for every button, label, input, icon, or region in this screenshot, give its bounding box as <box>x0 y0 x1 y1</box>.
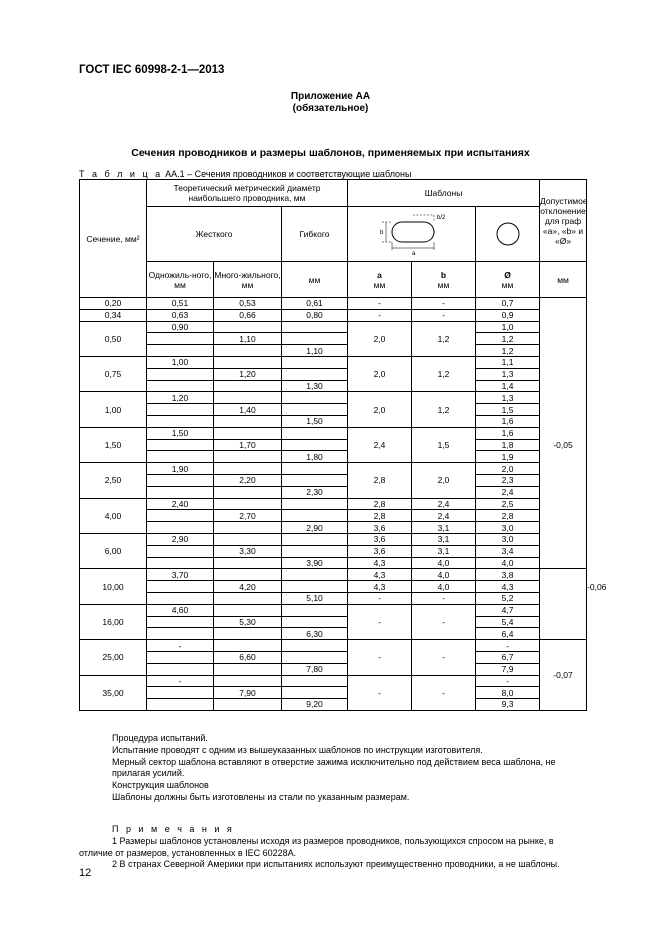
tolerance-group-3: -0,07 <box>540 640 587 711</box>
note-item: 1 Размеры шаблонов установлены исходя из размеров проводников, пользующихся спросом на рынке, в отличие от размеров, установленных в IEC 60228A. <box>79 835 554 858</box>
table-cell: 0,66 <box>214 309 282 321</box>
table-cell: 0,63 <box>147 309 214 321</box>
table-cell: - <box>412 640 476 675</box>
table-cell-empty <box>147 522 214 534</box>
header-flexible: Гибкого <box>282 207 348 262</box>
table-cell-empty <box>147 368 214 380</box>
table-cell-empty <box>147 474 214 486</box>
header-flex-unit: мм <box>282 262 348 298</box>
table-cell: 2,30 <box>282 486 348 498</box>
table-cell-empty <box>147 628 214 640</box>
header-section: Сечение, мм² <box>80 180 147 298</box>
table-row <box>80 415 587 427</box>
table-cell-empty <box>282 321 348 333</box>
table-row <box>80 380 587 392</box>
table-row <box>80 463 587 475</box>
header-single: Одножиль-ного, мм <box>147 262 214 298</box>
table-cell: 1,2 <box>476 345 540 357</box>
table-cell: 0,80 <box>282 309 348 321</box>
table-cell-empty <box>147 557 214 569</box>
table-cell-empty <box>214 451 282 463</box>
table-cell: 3,30 <box>214 545 282 557</box>
table-cell-empty <box>282 356 348 368</box>
table-caption <box>79 169 412 179</box>
table-caption-text: АА.1 – Сечения проводников и соответствующие шаблоны <box>162 169 412 179</box>
table-cell-empty <box>147 439 214 451</box>
table-cell: 4,00 <box>80 498 147 533</box>
table-row <box>80 604 587 616</box>
table-cell-empty <box>282 581 348 593</box>
table-cell: 6,60 <box>214 651 282 663</box>
table-cell: 0,51 <box>147 298 214 310</box>
table-cell: 2,3 <box>476 474 540 486</box>
table-cell: - <box>348 298 412 310</box>
table-cell-empty <box>214 463 282 475</box>
table-cell-empty <box>214 522 282 534</box>
table-row <box>80 522 587 534</box>
table-row <box>80 592 587 604</box>
table-cell-empty <box>214 557 282 569</box>
table-cell-empty <box>282 510 348 522</box>
table-cell-empty <box>214 604 282 616</box>
table-row <box>80 333 587 345</box>
table-cell: 1,9 <box>476 451 540 463</box>
conductor-table <box>79 179 607 711</box>
table-cell-empty <box>282 392 348 404</box>
table-row <box>80 486 587 498</box>
table-cell-empty <box>147 486 214 498</box>
table-cell-empty <box>214 640 282 652</box>
table-cell-empty <box>147 510 214 522</box>
table-cell: 4,0 <box>476 557 540 569</box>
table-cell: 1,10 <box>214 333 282 345</box>
table-cell: 2,70 <box>214 510 282 522</box>
header-phi-unit: мм <box>501 279 514 290</box>
table-cell-empty <box>282 545 348 557</box>
slot-template-figure <box>348 207 476 262</box>
table-cell: - <box>476 640 540 652</box>
table-cell: 0,61 <box>282 298 348 310</box>
table-cell: 2,40 <box>147 498 214 510</box>
table-row <box>80 557 587 569</box>
table-cell-empty <box>147 616 214 628</box>
table-cell-empty <box>214 675 282 687</box>
table-row <box>80 474 587 486</box>
header-rigid: Жесткого <box>147 207 282 262</box>
table-cell-empty <box>214 486 282 498</box>
table-cell-empty <box>147 380 214 392</box>
header-b <box>412 262 476 298</box>
table-cell: 10,00 <box>80 569 147 604</box>
table-cell-empty <box>282 474 348 486</box>
table-cell: 2,4 <box>412 510 476 522</box>
table-cell: 1,10 <box>282 345 348 357</box>
table-cell: - <box>348 675 412 710</box>
table-cell-empty <box>214 427 282 439</box>
table-cell: 2,8 <box>476 510 540 522</box>
table-cell: - <box>348 640 412 675</box>
table-row <box>80 569 587 581</box>
table-cell: 0,34 <box>80 309 147 321</box>
notes-block <box>79 824 589 871</box>
table-row <box>80 392 587 404</box>
table-cell-empty <box>214 392 282 404</box>
table-cell: 6,00 <box>80 533 147 568</box>
fig-label-b2: b/2 <box>436 215 445 221</box>
table-cell: 9,20 <box>282 699 348 711</box>
table-cell-empty <box>147 404 214 416</box>
table-cell: 3,6 <box>348 545 412 557</box>
table-row <box>80 356 587 368</box>
table-row <box>80 628 587 640</box>
notes-heading: П р и м е ч а н и я <box>112 824 235 834</box>
table-cell: - <box>412 604 476 639</box>
table-cell: 2,8 <box>348 498 412 510</box>
table-cell: - <box>412 592 476 604</box>
document-header: ГОСТ IEC 60998-2-1—2013 <box>79 64 225 76</box>
table-cell: 2,4 <box>476 486 540 498</box>
table-cell-empty <box>214 699 282 711</box>
header-multi: Много-жильного, мм <box>214 262 282 298</box>
table-cell: 4,3 <box>348 557 412 569</box>
body-paragraph: Испытание проводят с одним из вышеуказанных шаблонов по инструкции изготовителя. <box>112 744 483 755</box>
annex-title: Приложение АА <box>290 91 371 102</box>
table-cell-empty <box>282 498 348 510</box>
body-paragraph: Шаблоны должны быть изготовлены из стали по указанным размерам. <box>112 791 410 802</box>
table-cell: 1,20 <box>147 392 214 404</box>
table-cell: 2,8 <box>348 463 412 498</box>
table-cell-empty <box>282 651 348 663</box>
header-b-label: b <box>440 269 447 280</box>
header-phi-label: Ø <box>504 269 511 280</box>
table-cell: 2,50 <box>80 463 147 498</box>
round-template-icon <box>488 214 528 254</box>
header-a <box>348 262 412 298</box>
table-cell: 4,0 <box>412 569 476 581</box>
table-cell: 1,50 <box>282 415 348 427</box>
table-cell: 9,3 <box>476 699 540 711</box>
table-cell-empty <box>214 533 282 545</box>
table-row <box>80 640 587 652</box>
table-cell-empty <box>147 581 214 593</box>
table-cell-empty <box>282 675 348 687</box>
table-cell: 3,8 <box>476 569 540 581</box>
table-cell-empty <box>214 415 282 427</box>
table-cell: 3,0 <box>476 522 540 534</box>
body-paragraph: Процедура испытаний. <box>112 733 208 743</box>
table-cell: 1,2 <box>412 392 476 427</box>
table-row <box>80 651 587 663</box>
table-cell: 1,40 <box>214 404 282 416</box>
table-cell: 2,0 <box>348 392 412 427</box>
table-row <box>80 699 587 711</box>
table-caption-prefix: Т а б л и ц а <box>79 169 163 179</box>
table-cell: 0,20 <box>80 298 147 310</box>
table-cell-empty <box>147 592 214 604</box>
table-cell: 3,1 <box>412 522 476 534</box>
table-cell: 3,70 <box>147 569 214 581</box>
table-cell-empty <box>282 463 348 475</box>
table-cell-empty <box>282 333 348 345</box>
table-cell-empty <box>282 368 348 380</box>
table-cell: 1,3 <box>476 392 540 404</box>
table-cell: 1,30 <box>282 380 348 392</box>
table-cell: 1,2 <box>412 321 476 356</box>
tolerance-group-1: -0,05 <box>540 321 587 569</box>
header-a-label: a <box>377 269 382 280</box>
table-cell-empty <box>147 345 214 357</box>
table-cell: 3,6 <box>348 522 412 534</box>
table-cell: 4,0 <box>412 581 476 593</box>
header-tol-unit: мм <box>540 262 587 298</box>
table-cell: 2,4 <box>412 498 476 510</box>
table-cell-empty <box>214 321 282 333</box>
table-cell: 0,9 <box>476 309 540 321</box>
table-cell: 16,00 <box>80 604 147 639</box>
table-cell-empty <box>147 451 214 463</box>
table-cell: 1,90 <box>147 463 214 475</box>
table-cell: 1,00 <box>80 392 147 427</box>
header-tolerance: Допустимое отклонение для граф «a», «b» и «Ø» <box>540 180 587 262</box>
table-cell: 2,90 <box>147 533 214 545</box>
table-cell: 4,3 <box>348 569 412 581</box>
table-cell: 2,90 <box>282 522 348 534</box>
table-row <box>80 545 587 557</box>
table-cell-empty <box>214 592 282 604</box>
table-cell-empty <box>147 663 214 675</box>
header-a-unit: мм <box>373 279 386 290</box>
section-title: Сечения проводников и размеры шаблонов, применяемых при испытаниях <box>131 147 530 159</box>
table-row <box>80 309 587 321</box>
table-cell-empty <box>282 533 348 545</box>
table-row <box>80 298 587 310</box>
round-template-figure <box>476 207 540 262</box>
table-cell-empty <box>282 404 348 416</box>
table-cell: 1,20 <box>214 368 282 380</box>
table-cell: 4,0 <box>412 557 476 569</box>
table-cell-empty <box>214 345 282 357</box>
table-cell: 2,0 <box>348 356 412 391</box>
table-cell-empty <box>147 545 214 557</box>
table-row <box>80 404 587 416</box>
table-cell: 4,3 <box>348 581 412 593</box>
table-cell: 3,1 <box>412 545 476 557</box>
table-cell: - <box>476 675 540 687</box>
table-cell: 6,30 <box>282 628 348 640</box>
table-cell: 6,7 <box>476 651 540 663</box>
table-cell: 1,5 <box>476 404 540 416</box>
table-cell: 1,50 <box>147 427 214 439</box>
body-paragraph: Конструкция шаблонов <box>112 780 209 791</box>
table-cell: 1,3 <box>476 368 540 380</box>
procedure-text <box>112 733 592 804</box>
table-row <box>80 687 587 699</box>
table-cell-empty <box>282 616 348 628</box>
table-cell: 2,5 <box>476 498 540 510</box>
header-templates: Шаблоны <box>348 180 540 207</box>
table-cell: 3,0 <box>476 533 540 545</box>
table-cell: 1,6 <box>476 415 540 427</box>
table-cell-empty <box>282 604 348 616</box>
table-cell: 1,5 <box>412 427 476 462</box>
table-cell: 2,0 <box>348 321 412 356</box>
table-cell: - <box>412 309 476 321</box>
table-cell: 1,0 <box>476 321 540 333</box>
header-phi <box>476 262 540 298</box>
header-b-unit: мм <box>437 279 450 290</box>
table-cell: - <box>348 604 412 639</box>
table-cell-empty <box>214 498 282 510</box>
table-row: 6,00 2,90 3,6 3,1 3,0 -0,06 <box>80 533 587 545</box>
table-cell: 4,60 <box>147 604 214 616</box>
table-cell: 1,50 <box>80 427 147 462</box>
table-cell: 7,9 <box>476 663 540 675</box>
slot-template-icon <box>352 212 472 256</box>
table-cell: 3,1 <box>412 533 476 545</box>
table-cell: 0,53 <box>214 298 282 310</box>
table-cell: 5,10 <box>282 592 348 604</box>
table-cell: 2,4 <box>348 427 412 462</box>
table-cell: 7,90 <box>214 687 282 699</box>
table-cell-empty <box>214 628 282 640</box>
note-item: 2 В странах Северной Америки при испытаниях используют преимущественно проводники, а не шаблоны. <box>112 859 560 870</box>
table-cell: 1,00 <box>147 356 214 368</box>
table-cell: 0,7 <box>476 298 540 310</box>
table-cell-empty <box>147 333 214 345</box>
page-number: 12 <box>79 867 92 879</box>
table-cell: 4,7 <box>476 604 540 616</box>
table-cell-empty <box>214 663 282 675</box>
table-cell: 25,00 <box>80 640 147 675</box>
table-cell-empty <box>540 309 587 321</box>
table-cell-empty <box>282 569 348 581</box>
table-cell: 6,4 <box>476 628 540 640</box>
table-row <box>80 581 587 593</box>
table-row <box>80 321 587 333</box>
table-cell: 2,0 <box>412 463 476 498</box>
table-row <box>80 510 587 522</box>
table-cell: 1,4 <box>476 380 540 392</box>
table-cell-empty <box>282 427 348 439</box>
annex-status: (обязательное) <box>292 103 369 114</box>
table-cell: 1,2 <box>412 356 476 391</box>
table-row <box>80 368 587 380</box>
table-row <box>80 616 587 628</box>
table-cell: - <box>348 309 412 321</box>
table-row <box>80 663 587 675</box>
table-cell-empty <box>214 569 282 581</box>
table-cell: 8,0 <box>476 687 540 699</box>
table-cell: 2,0 <box>476 463 540 475</box>
table-cell: 3,4 <box>476 545 540 557</box>
table-cell: 1,1 <box>476 356 540 368</box>
table-cell: 1,8 <box>476 439 540 451</box>
table-cell: 35,00 <box>80 675 147 710</box>
table-cell: 5,2 <box>476 592 540 604</box>
table-cell-empty <box>282 687 348 699</box>
table-cell: 0,75 <box>80 356 147 391</box>
table-cell-empty <box>282 439 348 451</box>
table-cell: 1,6 <box>476 427 540 439</box>
table-cell-empty <box>214 380 282 392</box>
body-paragraph: Мерный сектор шаблона вставляют в отверстие зажима исключительно под действием веса шаблона, не прилагая усилий. <box>112 756 556 779</box>
table-cell: 1,80 <box>282 451 348 463</box>
table-cell: 4,20 <box>214 581 282 593</box>
header-theor-diameter: Теоретический метрический диаметр наибольшего проводника, мм <box>147 180 348 207</box>
table-cell-empty <box>147 687 214 699</box>
table-cell-empty <box>147 651 214 663</box>
table-cell: 0,90 <box>147 321 214 333</box>
table-cell: 5,30 <box>214 616 282 628</box>
table-row <box>80 427 587 439</box>
table-cell: 1,70 <box>214 439 282 451</box>
table-cell: 3,6 <box>348 533 412 545</box>
table-cell: 4,3 <box>476 581 540 593</box>
table-row <box>80 498 587 510</box>
table-cell-empty <box>540 298 587 310</box>
table-cell: 0,50 <box>80 321 147 356</box>
table-cell: 2,20 <box>214 474 282 486</box>
table-cell: - <box>147 675 214 687</box>
table-cell-empty <box>282 640 348 652</box>
fig-label-a: a <box>411 251 415 256</box>
table-cell-empty <box>147 699 214 711</box>
table-cell: 2,8 <box>348 510 412 522</box>
annex-heading <box>0 91 661 115</box>
table-row <box>80 439 587 451</box>
table-cell: 7,80 <box>282 663 348 675</box>
fig-label-b: b <box>379 230 383 236</box>
table-cell: 5,4 <box>476 616 540 628</box>
table-row <box>80 345 587 357</box>
table-cell: - <box>412 675 476 710</box>
table-row <box>80 451 587 463</box>
table-cell: 1,2 <box>476 333 540 345</box>
table-row <box>80 675 587 687</box>
table-cell: - <box>348 592 412 604</box>
table-cell-empty <box>214 356 282 368</box>
table-cell-empty <box>147 415 214 427</box>
table-cell: - <box>412 298 476 310</box>
table-cell: - <box>147 640 214 652</box>
table-cell: 3,90 <box>282 557 348 569</box>
